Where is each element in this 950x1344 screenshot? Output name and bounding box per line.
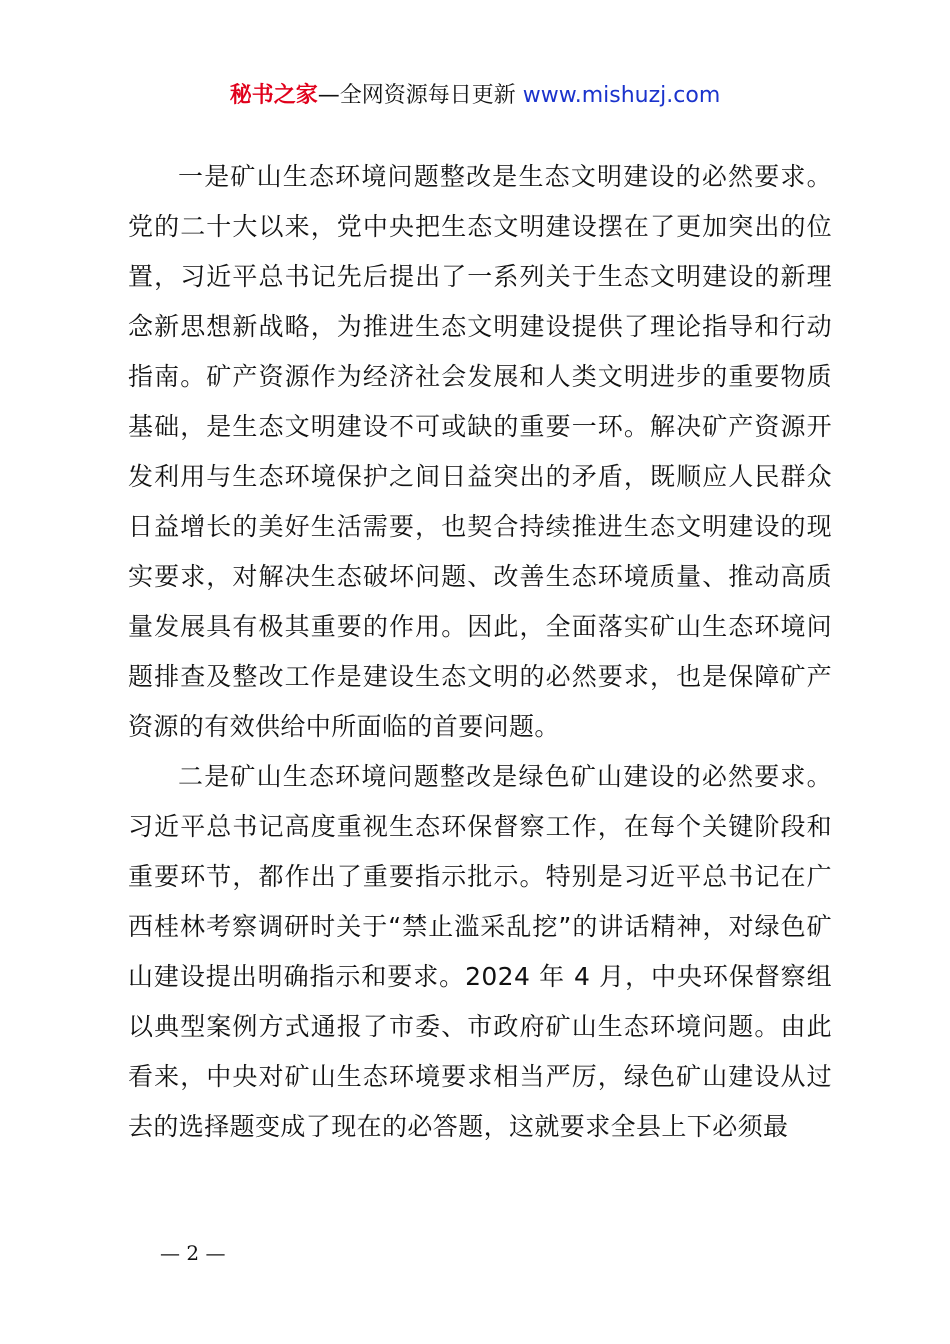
- paragraph-1: 一是矿山生态环境问题整改是生态文明建设的必然要求。党的二十大以来，党中央把生态文明建设摆在了更加突出的位置，习近平总书记先后提出了一系列关于生态文明建设的新理念新思想新战略，为推进生态文明建设提供了理论指导和行动指南。矿产资源作为经济社会发展和人类文明进步的重要物质基础，是生态文明建设不可或缺的重要一环。解决矿产资源开发利用与生态环境保护之间日益突出的矛盾，既顺应人民群众日益增长的美好生活需要，也契合持续推进生态文明建设的现实要求，对解决生态破坏问题、改善生态环境质量、推动高质量发展具有极其重要的作用。因此，全面落实矿山生态环境问题排查及整改工作是建设生态文明的必然要求，也是保障矿产资源的有效供给中所面临的首要问题。: [128, 162, 832, 741]
- page-number: — 2 —: [160, 1241, 226, 1265]
- header-slogan: —全网资源每日更新: [317, 83, 523, 108]
- paragraph-2: 二是矿山生态环境问题整改是绿色矿山建设的必然要求。习近平总书记高度重视生态环保督察工作，在每个关键阶段和重要环节，都作出了重要指示批示。特别是习近平总书记在广西桂林考察调研时关于“禁止滥采乱挖”的讲话精神，对绿色矿山建设提出明确指示和要求。2024 年 4 月，中央环保督察组以典型案例方式通报了市委、市政府矿山生态环境问题。由此看来，中央对矿山生态环境要求相当严厉，绿色矿山建设从过去的选择题变成了现在的必答题，这就要求全县上下必须最: [128, 762, 832, 1141]
- page-header: [0, 80, 950, 112]
- document-body: [128, 152, 832, 1152]
- header-url-link[interactable]: www.mishuzj.com: [522, 83, 721, 108]
- header-brand: 秘书之家: [229, 83, 318, 108]
